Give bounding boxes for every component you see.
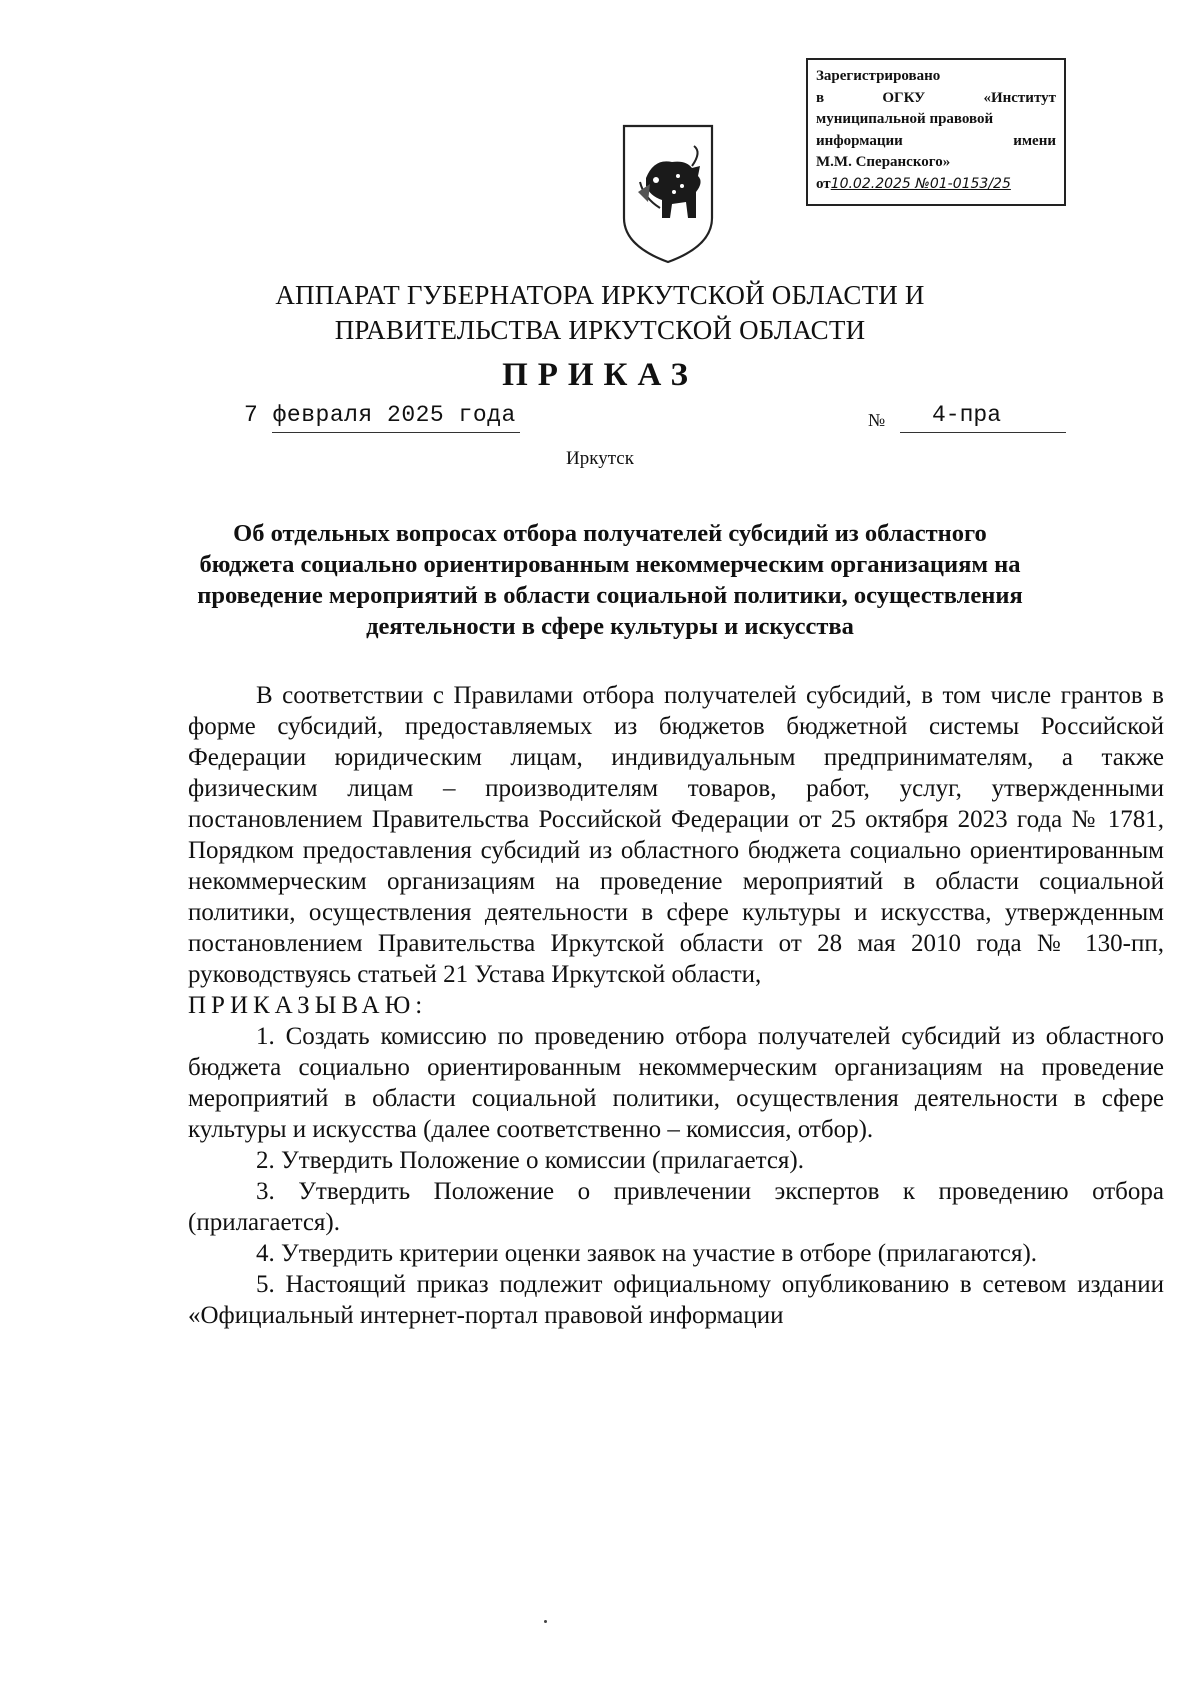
document-body (188, 680, 1164, 1331)
stamp-word: информации (816, 132, 903, 149)
stamp-prefix: от (816, 175, 831, 192)
heading-line: Об отдельных вопросах отбора получателей субсидий из областного (233, 520, 987, 547)
order-item-5: 5. Настоящий приказ подлежит официальному опубликованию в сетевом издании «Официальный интернет-портал правовой информации (188, 1271, 1164, 1329)
order-word: ПРИКАЗЫВАЮ: (188, 992, 428, 1019)
document-number: 4-пра (932, 402, 1002, 428)
order-item-4: 4. Утвердить критерии оценки заявок на участие в отборе (прилагаются). (256, 1240, 1038, 1267)
stamp-handwritten-registration: 10.02.2025 №01-0153/25 (830, 175, 1011, 192)
document-date: 7 февраля 2025 года (244, 402, 516, 428)
stamp-word: «Институт (983, 89, 1056, 106)
heading-line: бюджета социально ориентированным некоммерческим организациям на (199, 551, 1021, 578)
organization-title-line: ПРАВИТЕЛЬСТВА ИРКУТСКОЙ ОБЛАСТИ (334, 315, 866, 345)
stamp-word: ОГКУ (882, 89, 926, 106)
stamp-line: муниципальной правовой (816, 111, 994, 127)
document-heading (180, 518, 1040, 642)
registration-stamp (806, 58, 1066, 206)
number-sign: № (868, 410, 886, 430)
organization-title-line: АППАРАТ ГУБЕРНАТОРА ИРКУТСКОЙ ОБЛАСТИ И (275, 280, 925, 310)
document-type: ПРИКАЗ (502, 357, 698, 393)
order-item-2: 2. Утвердить Положение о комиссии (прилагается). (256, 1147, 804, 1174)
stamp-line (816, 88, 1056, 110)
stamp-word: имени (1013, 132, 1056, 149)
stamp-word: в (816, 89, 825, 106)
order-item-3: 3. Утвердить Положение о привлечении экспертов к проведению отбора (прилагается). (188, 1178, 1164, 1236)
order-item-1: 1. Создать комиссию по проведению отбора получателей субсидий из областного бюджета социально ориентированным некоммерческим организациям на проведение мероприятий в области социальной политики, осуществления деятельности в сфере культуры и искусства (далее соответственно – комиссия, отбор). (188, 1023, 1164, 1143)
heading-line: проведение мероприятий в области социальной политики, осуществления (197, 582, 1023, 609)
city-name: Иркутск (566, 448, 634, 469)
scan-speck (544, 1620, 547, 1623)
stamp-line (816, 174, 1056, 196)
stamp-line (816, 131, 1056, 153)
organization-title (0, 278, 1200, 348)
date-underline (272, 432, 520, 433)
preamble-paragraph: В соответствии с Правилами отбора получателей субсидий, в том числе грантов в форме субсидий, предоставляемых из бюджетов бюджетной системы Российской Федерации юридическим лицам, индивидуальным предпринимателям, а также физическим лицам – производителям товаров, работ, услуг, утвержденными постановлением Правительства Российской Федерации от 25 октября 2023 года № 1781, Порядком предоставления субсидий из областного бюджета социально ориентированным некоммерческим организациям на проведение мероприятий в области социальной политики, осуществления деятельности в сфере культуры и искусства, утвержденным постановлением Правительства Иркутской области от 28 мая 2010 года № 130-пп, руководствуясь статьей 21 Устава Иркутской области, (188, 682, 1164, 988)
number-underline (900, 432, 1066, 433)
stamp-line: М.М. Сперанского» (816, 154, 951, 170)
heading-line: деятельности в сфере культуры и искусства (366, 613, 854, 640)
stamp-line: Зарегистрировано (816, 68, 941, 84)
irkutsk-coat-of-arms-icon (620, 122, 716, 266)
